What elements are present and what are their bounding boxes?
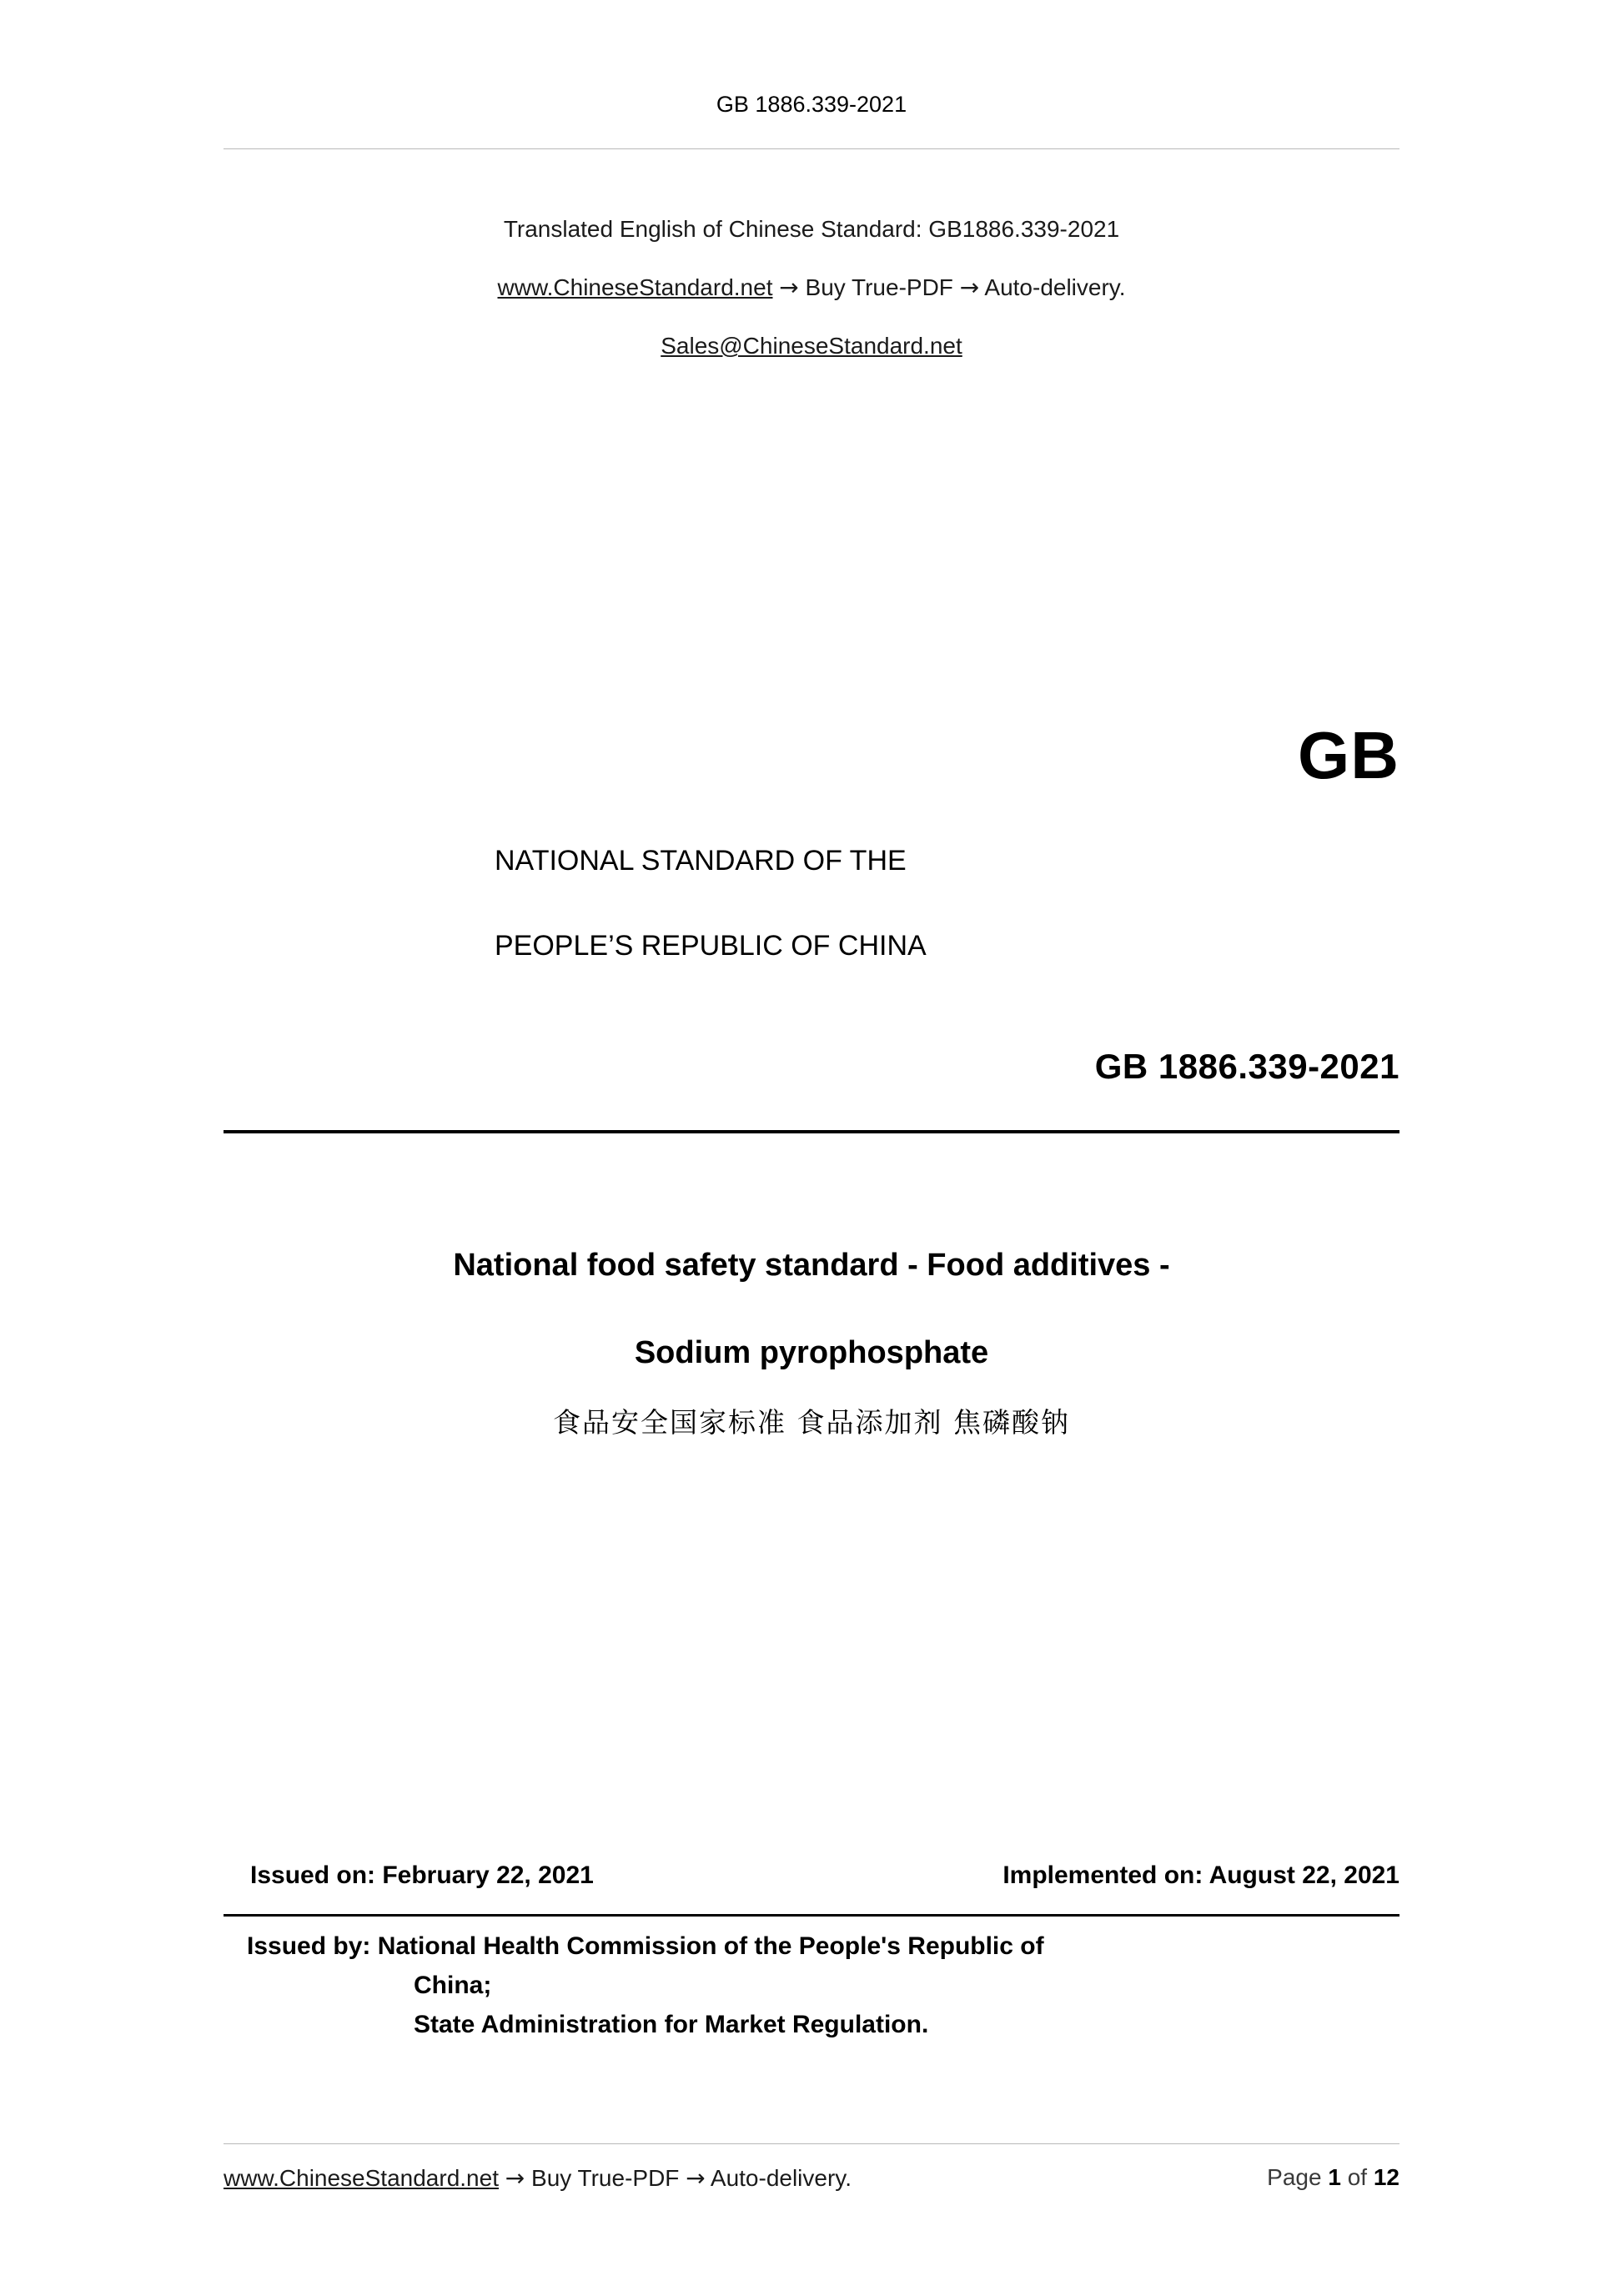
page-content [224,0,1399,2296]
national-standard-line-1: NATIONAL STANDARD OF THE [495,845,907,877]
promo-purchase-line [224,259,1399,317]
header-divider [224,148,1399,149]
title-english-line-1: National food safety standard - Food additives - [453,1248,1170,1283]
footer-delivery-label: Auto-delivery. [710,2165,852,2191]
gb-logo: GB [1298,718,1399,792]
document-title-english [224,1222,1399,1397]
issued-on-date: Issued on: February 22, 2021 [250,1861,594,1889]
arrow-right-icon-3: → [505,2164,525,2192]
issued-by-line-1: Issued by: National Health Commission of the People's Republic of [247,1932,1044,1960]
issued-by-line-3: State Administration for Market Regulation. [414,2011,929,2038]
national-standard-line-2: PEOPLE’S REPUBLIC OF CHINA [495,930,927,962]
footer-page-total: 12 [1373,2164,1399,2190]
implemented-on-date: Implemented on: August 22, 2021 [1002,1861,1399,1889]
footer-site-link[interactable]: www.ChineseStandard.net [224,2165,499,2191]
standard-number: GB 1886.339-2021 [1094,1047,1399,1086]
footer-page-label: Page [1267,2164,1322,2190]
issued-by-block [247,1927,1399,2044]
page-header [224,92,1399,118]
footer-buy-label: Buy True-PDF [531,2165,680,2191]
footer-left [224,2164,852,2192]
arrow-right-icon-1: → [779,274,799,301]
promo-buy-label: Buy True-PDF [805,274,953,300]
issued-by-line-2: China; [414,1972,492,1999]
footer-page-number: 1 [1328,2164,1341,2190]
title-english-line-2: Sodium pyrophosphate [634,1335,989,1370]
promo-site-link[interactable]: www.ChineseStandard.net [497,274,773,300]
promo-translated-line: Translated English of Chinese Standard: GB1886.339-2021 [503,216,1120,242]
footer-divider [224,2143,1399,2144]
arrow-right-icon-4: → [686,2164,706,2192]
document-title-chinese: 食品安全国家标准 食品添加剂 焦磷酸钠 [553,1406,1070,1439]
promo-block [224,200,1399,375]
arrow-right-icon-2: → [959,274,980,301]
promo-email-line [224,317,1399,375]
promo-delivery-label: Auto-delivery. [984,274,1126,300]
footer-page-indicator [1267,2164,1399,2191]
dates-divider [224,1914,1399,1917]
header-standard-code: GB 1886.339-2021 [716,92,907,117]
promo-email-link[interactable]: Sales@ChineseStandard.net [661,333,962,359]
title-divider [224,1130,1399,1133]
footer-of-label: of [1347,2164,1368,2190]
